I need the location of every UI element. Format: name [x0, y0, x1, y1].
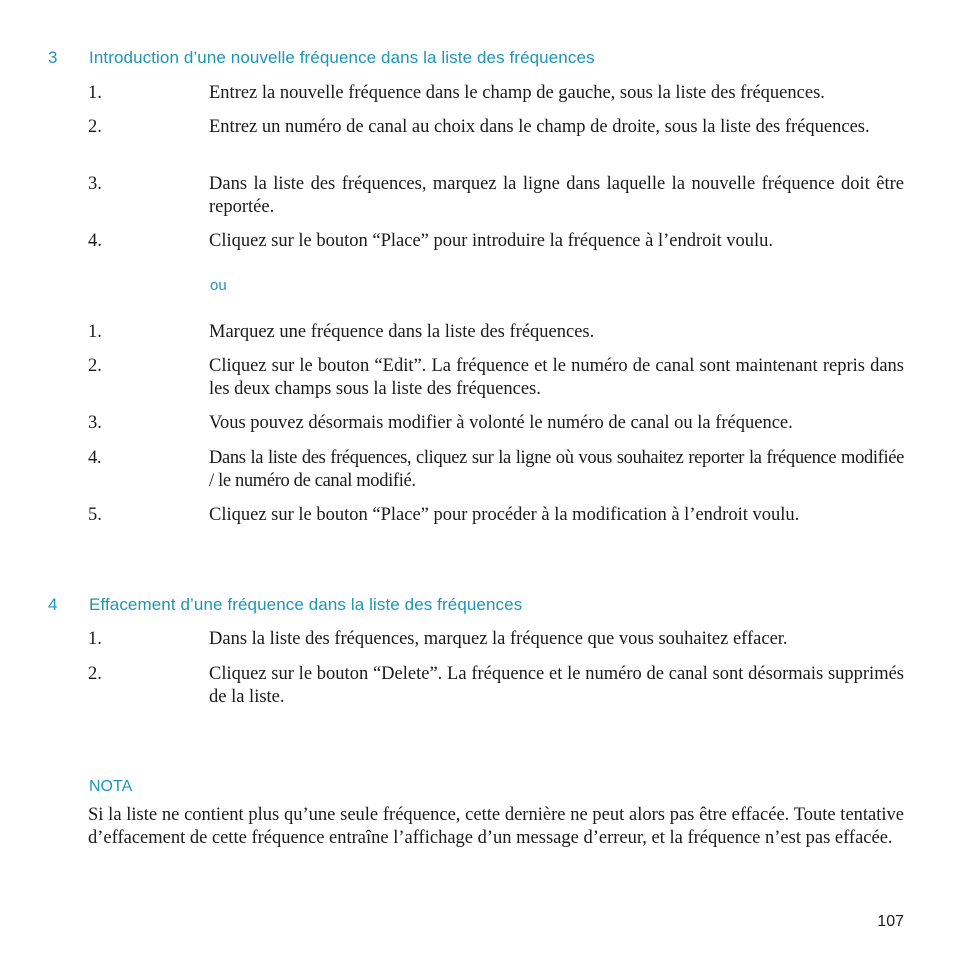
list-item — [88, 355, 904, 401]
page-number: 107 — [877, 913, 904, 930]
section-3-number: 3 — [48, 48, 58, 67]
list-item-number: 3. — [88, 174, 102, 194]
list-item-number: 1. — [88, 629, 102, 649]
list-item — [88, 412, 904, 435]
section-4-number: 4 — [48, 595, 58, 614]
list-item-text: Entrez la nouvelle fréquence dans le champ de gauche, sous la liste des fréquences. — [209, 83, 825, 103]
list-item-number: 1. — [88, 322, 102, 342]
or-separator: ou — [210, 277, 227, 294]
section-4-title: Effacement d’une fréquence dans la liste des fréquences — [89, 595, 523, 614]
list-item-text: Entrez un numéro de canal au choix dans le champ de droite, sous la liste des fréquences. — [209, 117, 870, 137]
list-item-text: Cliquez sur le bouton “Place” pour introduire la fréquence à l’endroit voulu. — [209, 231, 774, 251]
section-4-heading — [48, 595, 522, 615]
list-item-text: Vous pouvez désormais modifier à volonté le numéro de canal ou la fréquence. — [209, 413, 793, 433]
list-item — [88, 504, 904, 527]
list-item-text: Marquez une fréquence dans la liste des fréquences. — [209, 322, 595, 342]
list-item — [88, 230, 904, 253]
list-item-number: 1. — [88, 83, 102, 103]
list-item-text: Cliquez sur le bouton “Edit”. La fréquence et le numéro de canal sont maintenant repris dans les deux champs sous la liste des fréquences. — [209, 356, 904, 399]
list-item — [88, 663, 904, 709]
list-item-text: Dans la liste des fréquences, marquez la fréquence que vous souhaitez effacer. — [209, 629, 788, 649]
list-item-number: 2. — [88, 117, 102, 137]
list-item — [88, 447, 904, 493]
list-item-text: Dans la liste des fréquences, cliquez sur la ligne où vous souhaitez reporter la fréquence modifiée / le numéro de canal modifié. — [209, 448, 904, 491]
list-item — [88, 628, 904, 651]
nota-label: NOTA — [89, 778, 133, 795]
list-item-number: 5. — [88, 505, 102, 525]
section-3-title: Introduction d’une nouvelle fréquence dans la liste des fréquences — [89, 48, 595, 67]
list-item-number: 2. — [88, 664, 102, 684]
nota-text: Si la liste ne contient plus qu’une seule fréquence, cette dernière ne peut alors pas être effacée. Toute tentative d’effacement de cette fréquence entraîne l’affichage d’un message d’erreur, et la fréquence n’est pas effacée. — [88, 805, 904, 848]
list-item-number: 3. — [88, 413, 102, 433]
list-item-number: 4. — [88, 448, 102, 468]
list-item — [88, 82, 904, 105]
list-item-number: 4. — [88, 231, 102, 251]
list-item-text: Cliquez sur le bouton “Delete”. La fréquence et le numéro de canal sont désormais supprimés de la liste. — [209, 664, 904, 707]
list-item-text: Dans la liste des fréquences, marquez la ligne dans laquelle la nouvelle fréquence doit être reportée. — [209, 174, 904, 217]
list-item — [88, 173, 904, 219]
section-3-heading — [48, 48, 595, 68]
list-item-text: Cliquez sur le bouton “Place” pour procéder à la modification à l’endroit voulu. — [209, 505, 800, 525]
list-item — [88, 116, 904, 139]
list-item — [88, 321, 904, 344]
list-item-number: 2. — [88, 356, 102, 376]
